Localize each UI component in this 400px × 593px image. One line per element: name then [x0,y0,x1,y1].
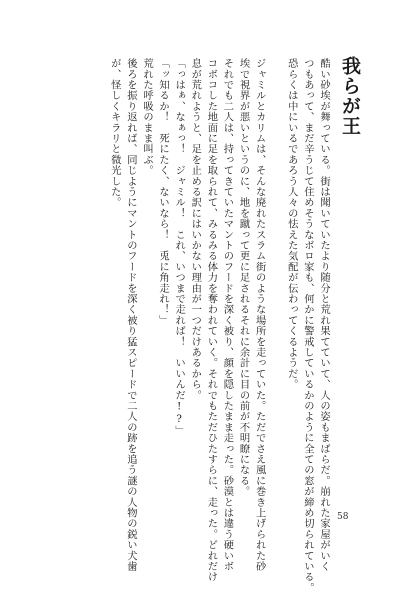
dialogue-line: 「っはぁ、なぁっ！ ジャミル！ これ、いつまで走れば！ いいんだ!?」 [173,58,186,436]
chapter-title: 我らが王 [339,56,361,136]
text-line: 後ろを振り返れば、同じようにマントのフードを深く被り猛スピードで二人の跡を追う謎の人物の鋭い犬歯 [124,58,137,572]
text-line: 埃で視界が悪いというのに、地を蹴って更に足されるそれに余計に目の前が不明瞭になる。 [237,58,250,497]
text-line: それでも二人は、持ってきていたマントのフードを深く被り、顔を隠したまま走った。砂漠とは違う硬いボ [221,58,234,572]
dialogue-line: 「ッ知るか！ 死にたく、ないなら！ 兎に角走れ！」 [157,58,170,326]
blank-line [268,58,284,508]
text-line: が、怪しくキラリと微光した。 [108,58,121,208]
text-line: ジャミルとカリムは、そんな廃れたスラム街のような場所を走っていた。ただでさえ風に巻き上げられた砂 [253,58,266,572]
text-line: コボコした地面に足を取られて、みるみる体力を奪われていく。それでもただひたすらに、走った。どれだけ [205,58,218,583]
text-line: つもあって、まだ辛うじて住めそうなボロ家も、何かに警戒しているかのように全ての窓が締め切られている。 [301,58,314,593]
text-line: 酷い砂埃が舞っている。街は聞いていたより随分と荒れ果てていて、人の姿もまばらだ。崩れた家屋がいく [318,58,330,572]
text-line: 息が荒れようと、足を止める訳にはいかない理由が一つだけあるから。 [189,58,202,401]
page-number: 58 [337,512,349,522]
text-line: 荒れた呼吸のまま叫ぶ。 [140,58,153,176]
text-line: 恐らくは中にいるであろう人々の怯えた気配が伝わってくるようだ。 [285,58,298,390]
body-text [107,58,332,593]
